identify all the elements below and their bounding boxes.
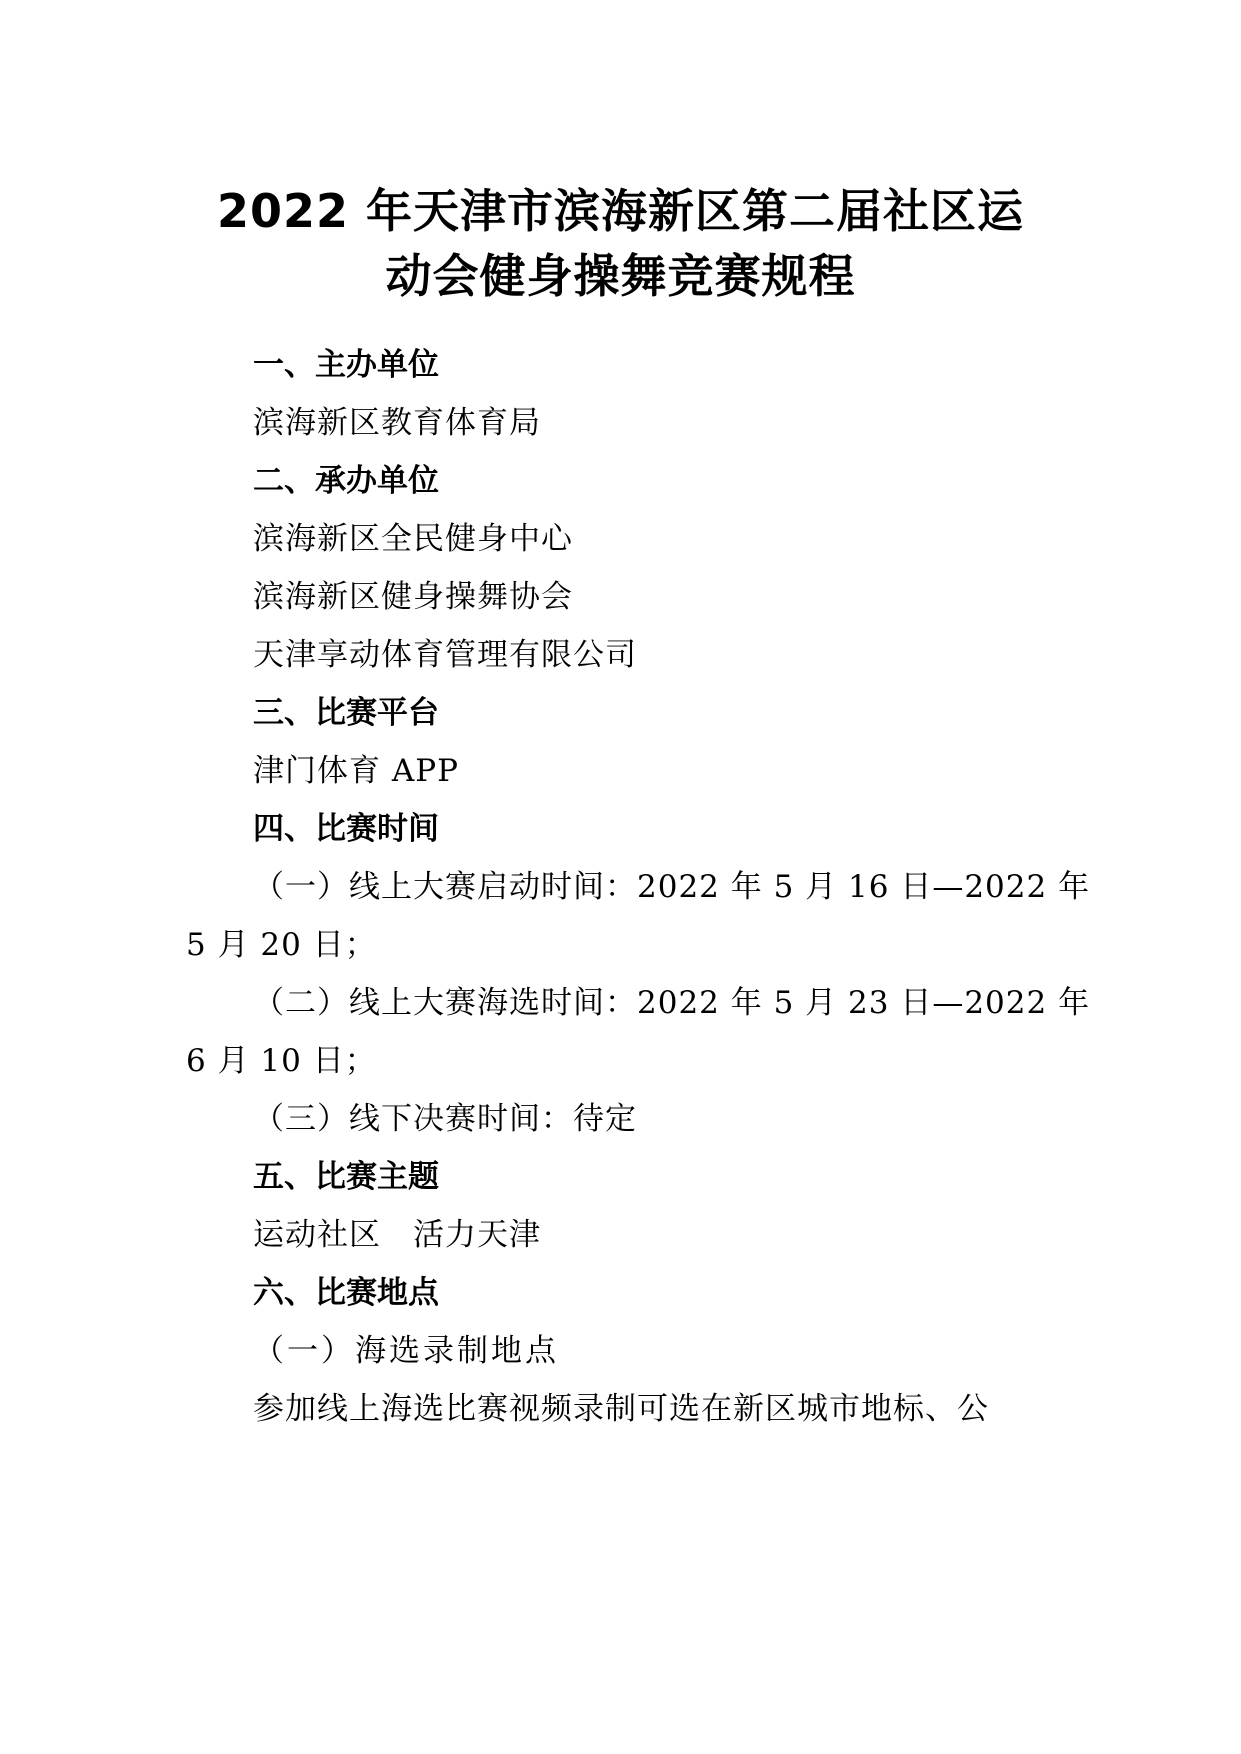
theme-text: 运动社区 活力天津	[253, 1217, 541, 1253]
platform-name: 津门体育 APP	[253, 753, 459, 789]
document-title-line-2: 动会健身操舞竞赛规程	[385, 249, 856, 303]
schedule-item-1: （一）线上大赛启动时间：2022 年 5 月 16 日—2022 年	[253, 869, 1091, 905]
co-organizer-name-2: 滨海新区健身操舞协会	[253, 579, 573, 615]
section-heading-platform: 三、比赛平台	[253, 695, 439, 731]
organizer-name: 滨海新区教育体育局	[253, 405, 541, 441]
co-organizer-name-3: 天津享动体育管理有限公司	[253, 637, 637, 673]
schedule-item-1-continued: 5 月 20 日；	[186, 927, 377, 963]
co-organizer-name-1: 滨海新区全民健身中心	[253, 521, 573, 557]
schedule-item-3: （三）线下决赛时间：待定	[253, 1101, 637, 1137]
section-heading-organizer: 一、主办单位	[253, 347, 439, 383]
schedule-item-2: （二）线上大赛海选时间：2022 年 5 月 23 日—2022 年	[253, 985, 1091, 1021]
section-heading-schedule: 四、比赛时间	[253, 811, 439, 847]
section-heading-theme: 五、比赛主题	[253, 1159, 439, 1195]
document-title-line-1: 2022 年天津市滨海新区第二届社区运	[216, 184, 1025, 238]
venue-sub-heading: （一）海选录制地点	[253, 1333, 559, 1369]
venue-text: 参加线上海选比赛视频录制可选在新区城市地标、公	[253, 1391, 989, 1427]
section-heading-venue: 六、比赛地点	[253, 1275, 439, 1311]
schedule-item-2-continued: 6 月 10 日；	[186, 1043, 377, 1079]
section-heading-co-organizer: 二、承办单位	[253, 463, 439, 499]
